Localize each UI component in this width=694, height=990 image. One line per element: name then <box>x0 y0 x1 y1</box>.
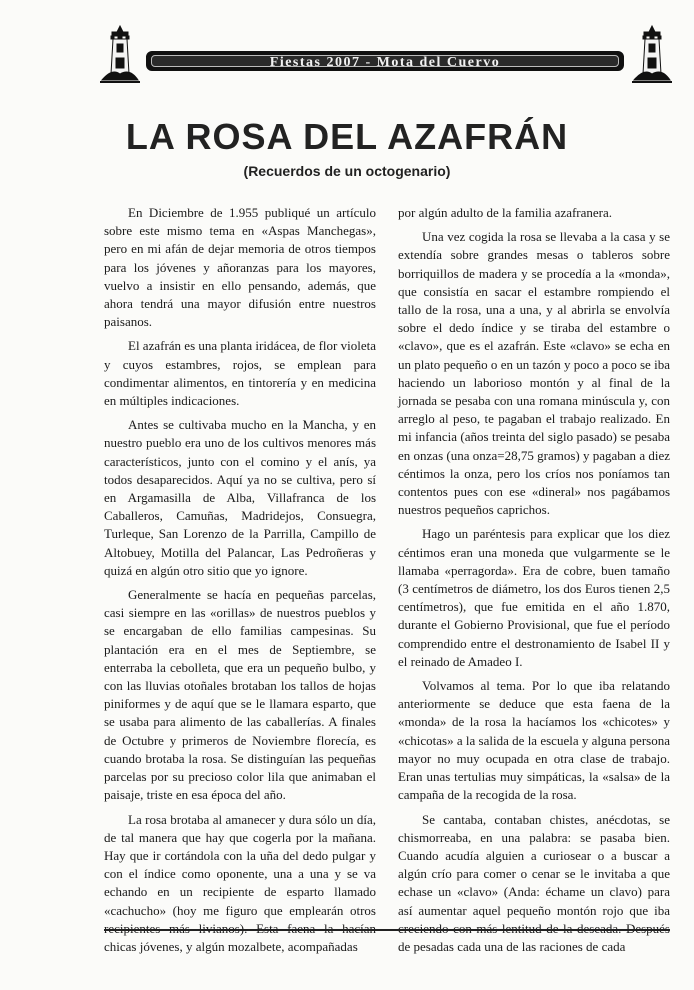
paragraph: El azafrán es una planta iridácea, de flor violeta y cuyos estambres, rojos, se emplean para condimentar alimentos, en tintorería y en medicina en múltiples indicaciones. <box>104 338 376 409</box>
right-column <box>398 204 670 962</box>
paragraph: Volvamos al tema. Por lo que iba relatando anteriormente se deduce que esta faena de la «monda» de la rosa la hacíamos los «chicotes» y «chicotas» a la salida de la escuela y alguna persona mayor no muy ocupada en otra clase de trabajo. Eran unas tertulias muy simpáticas, la «salsa» de la campaña de la recogida de la rosa. <box>398 678 670 803</box>
article-title: LA ROSA DEL AZAFRÁN <box>125 116 569 157</box>
paragraph: En Diciembre de 1.955 publiqué un artículo sobre este mismo tema en «Aspas Manchegas», pero en mi afán de dejar memoria de otros tiempos para los jóvenes y añoranzas para los mayores, vuelvo a insistir en ello pensando, además, que ahora tendrá una mayor difusión entre nuestros paisanos. <box>104 205 376 330</box>
paragraph: por algún adulto de la familia azafranera. <box>398 205 613 220</box>
paragraph: Se cantaba, contaban chistes, anécdotas, se chismorreaba, en una palabra: se pasaba bien. Cuando acudía alguien a curiosear o a buscar a algún crío para comer o cenar se le invitaba a que echase un «clavo» (Anda: échame un clavo) para así aumentar aquel pequeño montón rojo que iba creciendo con más lentitud de la deseada. Después de pesadas cada una de las raciones de cada <box>398 811 670 954</box>
paragraph: Generalmente se hacía en pequeñas parcelas, casi siempre en las «orillas» de nuestros pueblos y se encargaban de ello familias campesinas. Su plantación era en el mes de Septiembre, se enterraba la cebolleta, que era un pequeño bulbo, y con las lluvias otoñales brotaban los tallos de hojas piniformes y de aquí que se le llamara esparto, que se usaba para alimento de las caballerías. A finales de Octubre y primeros de Noviembre florecía, es cuando brotaba la rosa. Se distinguían las pequeñas parcelas por su precioso color lila que animaban el paisaje, triste en esa época del año. <box>104 587 376 803</box>
left-column <box>104 204 376 962</box>
paragraph: Hago un paréntesis para explicar que los diez céntimos eran una moneda que vulgarmente se le llamaba «perragorda». Era de cobre, buen tamaño (3 centímetros de diámetro, los dos Euros tienen 2,5 centímetros), que fue emitida en el año 1.870, durante el Gobierno Provisional, que fue el período comprendido entre el destronamiento de Isabel II y el reinado de Amadeo I. <box>398 526 670 669</box>
banner-text: Fiestas 2007 - Mota del Cuervo <box>151 55 619 67</box>
article-subtitle: (Recuerdos de un octogenario) <box>243 163 451 179</box>
paragraph: Una vez cogida la rosa se llevaba a la casa y se extendía sobre grandes mesas o tableros sobre borriquillos de madera y se procedía a la «monda», que consistía en sacar el estambre rompiendo el tallo de la rosa, una a una, y al abrirla se envolvía sobre el dedo índice y se tiraba del estambre o «clavo», que es el azafrán. Este «clavo» se echa en un plato pequeño o en un tazón y poco a poco se iba haciendo un laborioso montón y al final de la jornada se pesaba con una romana minúscula y, con arreglo al peso, te pagaban el trabajo realizado. En mi infancia (años treinta del siglo pasado) se pesaba en onzas (una onza=28,75 gramos) y pagaban a diez céntimos la onza, pero los críos nos poníamos tan contentos pues con ese «dineral» nos pagábamos nuestros pequeños caprichos. <box>398 229 670 518</box>
header-banner <box>146 51 624 71</box>
paragraph: La rosa brotaba al amanecer y dura sólo un día, de tal manera que hay que cogerla por la mañana. Hay que ir cortándola con la uña del dedo pulgar y con el índice como oponente, una a una y se va echando en un recipiente de esparto llamado «cachucho» (hoy me figuro que emplearán otros recipientes más livianos). Esta faena la hacían chicas jóvenes, y algún mozalbete, acompañadas <box>104 811 376 954</box>
tower-logo-icon <box>98 24 142 84</box>
paragraph: Antes se cultivaba mucho en la Mancha, y en nuestro pueblo era uno de los cultivos menores más característicos, junto con el comino y el anís, ya todos desaparecidos. Aquí ya no se cultiva, pero sí en Argamasilla de Alba, Villafranca de los Caballeros, Camuñas, Madridejos, Consuegra, Turleque, San Lorenzo de la Parrilla, Campillo de Altobuey, Motilla del Palancar, Las Pedroñeras y quizá en algún otro sitio que yo ignore. <box>104 417 376 578</box>
footer-rule <box>104 929 670 931</box>
tower-logo-icon <box>630 24 674 84</box>
